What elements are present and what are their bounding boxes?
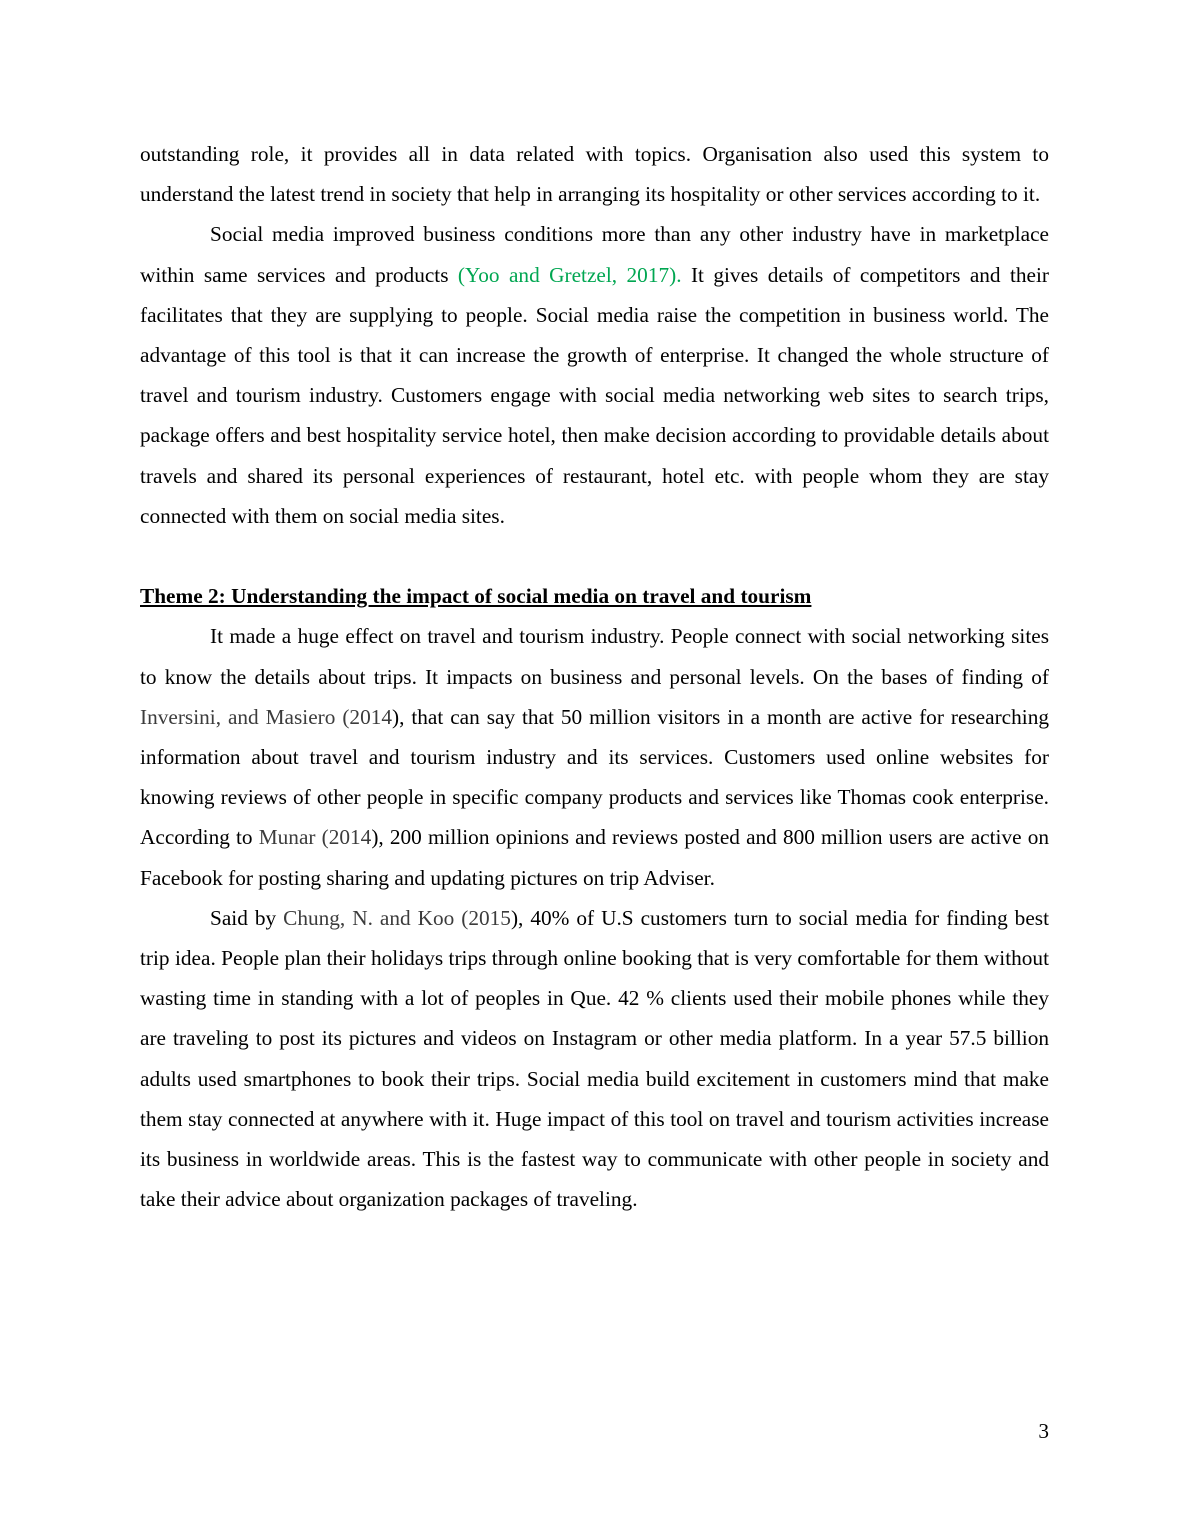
citation-inversini-masiero: Inversini, and Masiero (2014: [140, 704, 393, 729]
paragraph-social-media-business: [140, 214, 1049, 536]
paragraph-text: Said by: [210, 905, 284, 930]
paragraph-text: ), 200 million opinions and reviews posted and 800 million users are active on Facebook for posting sharing and updating pictures on trip Adviser.: [140, 825, 1049, 890]
paragraph-text: ), 40% of U.S customers turn to social media for finding best trip idea. People plan their holidays trips through online booking that is very comfortable for them without wasting time in standing with a lot of peoples in Que. 42 % clients used their mobile phones while they are traveling to post its pictures and videos on Instagram or other media platform. In a year 57.5 billion adults used smartphones to book their trips. Social media build excitement in customers mind that make them stay connected at anywhere with it. Huge impact of this tool on travel and tourism activities increase its business in worldwide areas. This is the fastest way to communicate with other people in society and take their advice about organization packages of traveling.: [140, 905, 1049, 1212]
paragraph-chung-koo: [140, 898, 1049, 1220]
citation-munar: Munar (2014: [258, 825, 372, 850]
citation-chung-koo: Chung, N. and Koo (2015: [283, 905, 511, 930]
paragraph-impact-travel: [140, 616, 1049, 897]
paragraph-continuation: [140, 134, 1049, 214]
paragraph-text: It made a huge effect on travel and tourism industry. People connect with social networking sites to know the details about trips. It impacts on business and personal levels. On the bases of finding of: [140, 624, 1049, 689]
page-number: 3: [1038, 1419, 1049, 1443]
paragraph-text: It gives details of competitors and their facilitates that they are supplying to people. Social media raise the competition in business world. The advantage of this tool is that it can increase the growth of enterprise. It changed the whole structure of travel and tourism industry. Customers engage with social media networking web sites to search trips, package offers and best hospitality service hotel, then make decision according to providable details about travels and shared its personal experiences of restaurant, hotel etc. with people whom they are stay connected with them on social media sites.: [140, 262, 1050, 528]
paragraph-text: Social media improved business conditions more than any other industry have in marketplace within same services and products: [140, 222, 1049, 287]
citation-yoo-gretzel: (Yoo and Gretzel, 2017).: [457, 262, 682, 287]
paragraph-text: outstanding role, it provides all in data related with topics. Organisation also used this system to understand the latest trend in society that help in arranging its hospitality or other services according to it.: [140, 142, 1049, 207]
document-page: [140, 134, 1049, 1219]
section-heading-theme-2: Theme 2: Understanding the impact of social media on travel and tourism: [140, 584, 812, 609]
paragraph-text: ), that can say that 50 million visitors in a month are active for researching information about travel and tourism industry and its services. Customers used online websites for knowing reviews of other people in specific company products and services like Thomas cook enterprise. According to: [140, 704, 1049, 850]
